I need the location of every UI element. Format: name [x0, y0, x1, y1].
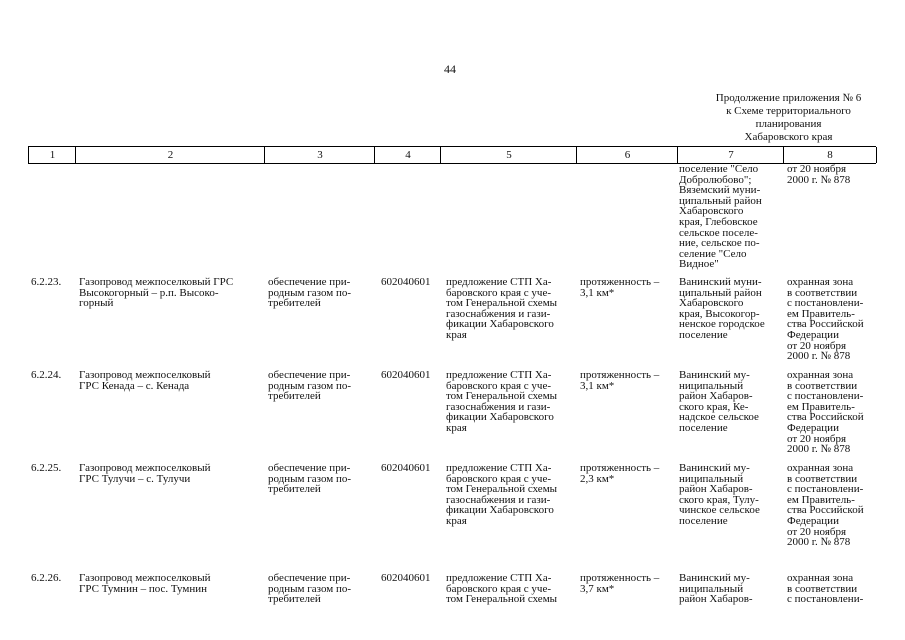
column-number-6: 6 — [576, 147, 678, 163]
column-number-3: 3 — [264, 147, 375, 163]
object-basis: предложение СТП Ха- баровского края с уче- том Генеральной схемы газоснабжения и гази- фикации Хабаровского края — [446, 462, 558, 527]
object-name: Газопровод межпоселковый ГРС Тулучи – с. Тулучи — [79, 462, 211, 485]
object-location: Ванинский муни- ципальный район Хабаровского края, Высокогор- ненское городское поселение — [679, 276, 765, 341]
object-purpose: обеспечение при- родным газом по- требителей — [268, 462, 351, 496]
appendix-note — [683, 92, 894, 144]
column-number-2: 2 — [75, 147, 265, 163]
object-length: протяженность – 2,3 км* — [580, 462, 660, 485]
object-zone: охранная зона в соответствии с постановлени- ем Правитель- ства Российской Федерации от 20 ноября 2000 г. № 878 — [787, 276, 864, 363]
object-purpose: обеспечение при- родным газом по- требителей — [268, 369, 351, 403]
appendix-line: Хабаровского края — [744, 131, 833, 143]
object-zone: охранная зона в соответствии с постановлени- ем Правитель- ства Российской Федерации от 20 ноября 2000 г. № 878 — [787, 369, 864, 456]
column-number-4: 4 — [374, 147, 441, 163]
object-basis: предложение СТП Ха- баровского края с уче- том Генеральной схемы газоснабжения и гази- фикации Хабаровского края — [446, 276, 558, 341]
object-purpose: обеспечение при- родным газом по- требителей — [268, 572, 351, 606]
object-length: протяженность – 3,1 км* — [580, 369, 660, 392]
row-number: 6.2.25. — [31, 462, 62, 474]
object-basis: предложение СТП Ха- баровского края с уче- том Генеральной схемы газоснабжения и гази- фикации Хабаровского края — [446, 369, 558, 434]
continued-location-cell: поселение "Село Добролюбово"; Вяземский муни- ципальный район Хабаровского края, Глебовское сельское поселе- ние, сельское по- селение "Село Видное" — [679, 163, 762, 271]
object-length: протяженность – 3,1 км* — [580, 276, 660, 299]
page-number: 44 — [444, 62, 456, 76]
object-purpose: обеспечение при- родным газом по- требителей — [268, 276, 351, 310]
row-number: 6.2.24. — [31, 369, 62, 381]
object-code: 602040601 — [381, 369, 431, 381]
object-code: 602040601 — [381, 462, 431, 474]
object-zone: охранная зона в соответствии с постановлени- ем Правитель- ства Российской Федерации от 20 ноября 2000 г. № 878 — [787, 462, 864, 549]
object-location: Ванинский му- ниципальный район Хабаров- ского края, Ке- надское сельское поселение — [679, 369, 759, 434]
object-zone: охранная зона в соответствии с постановлени- — [787, 572, 864, 606]
appendix-line: к Схеме территориального — [726, 105, 851, 117]
column-number-7: 7 — [677, 147, 784, 163]
object-length: протяженность – 3,7 км* — [580, 572, 660, 595]
column-number-1: 1 — [28, 147, 76, 163]
row-number: 6.2.23. — [31, 276, 62, 288]
column-number-5: 5 — [440, 147, 577, 163]
object-name: Газопровод межпоселковый ГРС Кенада – с. Кенада — [79, 369, 211, 392]
object-basis: предложение СТП Ха- баровского края с уче- том Генеральной схемы — [446, 572, 558, 606]
object-code: 602040601 — [381, 276, 431, 288]
object-name: Газопровод межпоселковый ГРС Тумнин – пос. Тумнин — [79, 572, 211, 595]
continued-zone-cell: от 20 ноября 2000 г. № 878 — [787, 163, 851, 186]
object-name: Газопровод межпоселковый ГРС Высокогорный – р.п. Высоко- горный — [79, 276, 234, 310]
appendix-line: планирования — [755, 118, 822, 130]
appendix-line: Продолжение приложения № 6 — [715, 92, 862, 104]
row-number: 6.2.26. — [31, 572, 62, 584]
table-header — [28, 146, 876, 164]
column-number-8: 8 — [783, 147, 877, 163]
object-code: 602040601 — [381, 572, 431, 584]
object-location: Ванинский му- ниципальный район Хабаров- ского края, Тулу- чинское сельское поселение — [679, 462, 760, 527]
object-location: Ванинский му- ниципальный район Хабаров- — [679, 572, 753, 606]
